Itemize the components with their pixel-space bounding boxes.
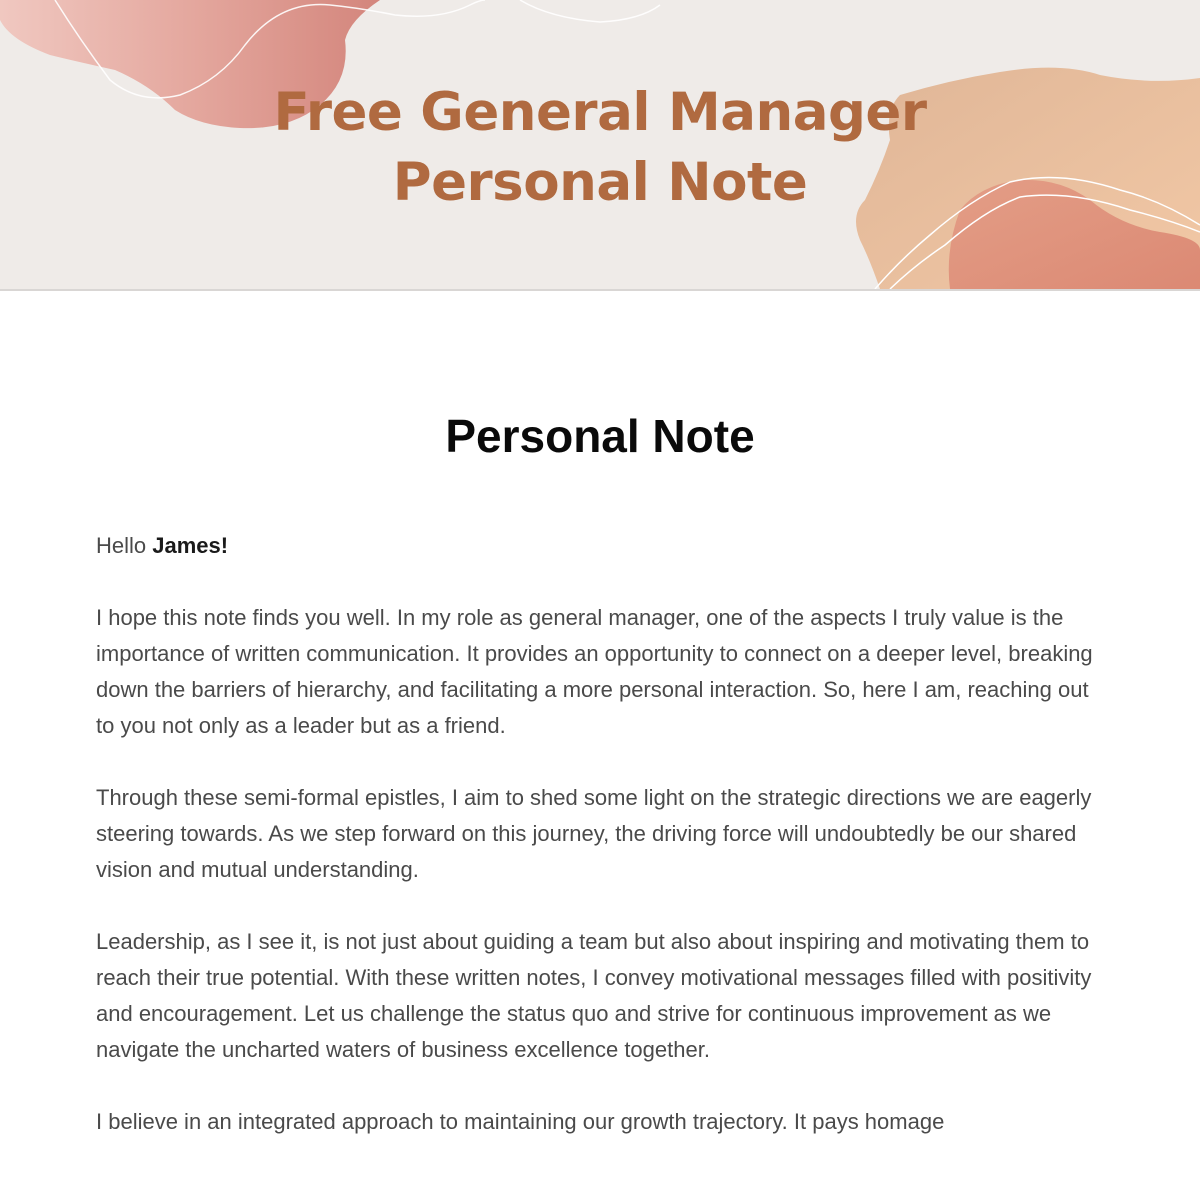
- banner-title-line1: Free General Manager: [273, 82, 927, 143]
- banner-title-line2: Personal Note: [392, 152, 808, 213]
- page-title: Personal Note: [445, 410, 755, 462]
- paragraph-2: Through these semi-formal epistles, I aim to shed some light on the strategic directions we are eagerly steering towards. As we step forward on this journey, the driving force will undoubtedly be our shared vision and mutual understanding.: [96, 785, 1092, 882]
- greeting: [96, 528, 1106, 564]
- recipient-name: James!: [152, 533, 229, 558]
- paragraph-4: I believe in an integrated approach to maintaining our growth trajectory. It pays homage: [96, 1109, 945, 1134]
- paragraph-3: Leadership, as I see it, is not just about guiding a team but also about inspiring and motivating them to reach their true potential. With these written notes, I convey motivational messages filled with positivity and encouragement. Let us challenge the status quo and strive for continuous improvement as we navigate the uncharted waters of business excellence together.: [96, 929, 1092, 1062]
- header-banner: [0, 0, 1200, 291]
- banner-title: [0, 78, 1200, 218]
- greeting-prefix: Hello: [96, 533, 153, 558]
- paragraph-1: I hope this note finds you well. In my role as general manager, one of the aspects I truly value is the importance of written communication. It provides an opportunity to connect on a deeper level, breaking down the barriers of hierarchy, and facilitating a more personal interaction. So, here I am, reaching out to you not only as a leader but as a friend.: [96, 605, 1093, 738]
- note-body: [96, 528, 1106, 1176]
